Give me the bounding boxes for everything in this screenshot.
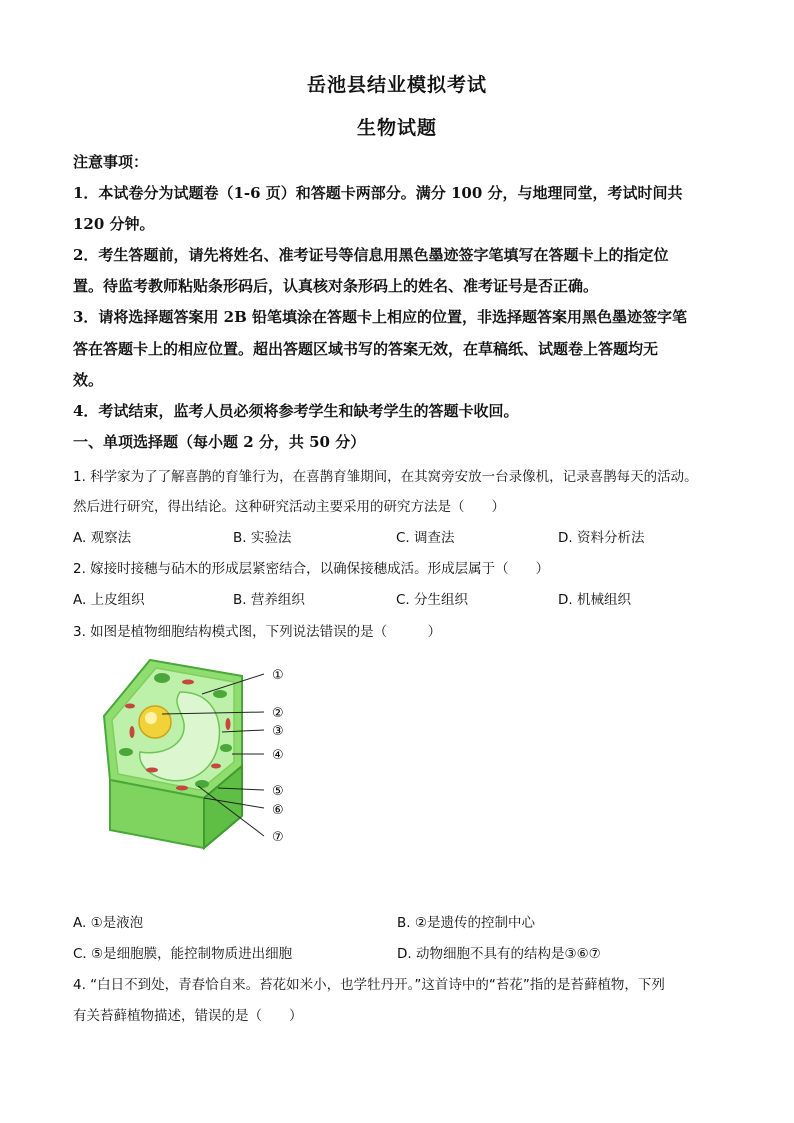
question-3-option-b: B. ②是遗传的控制中心 — [397, 915, 535, 931]
mitochondrion — [176, 786, 188, 791]
question-3-option-a: A. ①是液泡 — [73, 915, 144, 931]
figure-label-2: ② — [272, 706, 284, 721]
mitochondrion — [146, 768, 158, 773]
chloroplast — [154, 673, 170, 683]
exam-title: 岳池县结业模拟考试 — [306, 74, 487, 96]
question-2-option-a: A. 上皮组织 — [73, 592, 145, 608]
chloroplast — [195, 780, 209, 788]
subject-title: 生物试题 — [356, 117, 437, 139]
notice-item-3-line-3: 效。 — [73, 371, 104, 389]
question-1-line-1: 1. 科学家为了了解喜鹊的育雏行为，在喜鹊育雏期间，在其窝旁安放一台录像机，记录喜鹊每天的活动。 — [73, 469, 698, 485]
question-3-line-1: 3. 如图是植物细胞结构模式图，下列说法错误的是（ ） — [73, 624, 442, 640]
mitochondrion — [211, 764, 221, 769]
question-2-option-c: C. 分生组织 — [396, 592, 469, 608]
nucleolus — [145, 712, 157, 724]
question-1-option-b: B. 实验法 — [233, 530, 292, 546]
notice-item-4-line-1: 4．考试结束，监考人员必须将参考学生和缺考学生的答题卡收回。 — [73, 402, 519, 420]
chloroplast — [213, 690, 227, 698]
mitochondrion — [130, 726, 135, 738]
notice-item-3-line-2: 答在答题卡上的相应位置。超出答题区域书写的答案无效，在草稿纸、试题卷上答题均无 — [73, 340, 659, 358]
figure-label-4: ④ — [272, 748, 284, 763]
section-1-heading: 一、单项选择题（每小题 2 分，共 50 分） — [73, 433, 366, 451]
notice-item-2-line-2: 置。待监考教师粘贴条形码后，认真核对条形码上的姓名、准考证号是否正确。 — [73, 277, 599, 295]
question-1-line-2: 然后进行研究，得出结论。这种研究活动主要采用的研究方法是（ ） — [73, 499, 505, 515]
chloroplast — [119, 748, 133, 756]
question-1-option-c: C. 调查法 — [396, 530, 455, 546]
question-4-line-2: 有关苔藓植物描述，错误的是（ ） — [73, 1008, 303, 1024]
chloroplast — [220, 744, 232, 752]
figure-label-6: ⑥ — [272, 803, 284, 818]
mitochondrion — [125, 704, 135, 709]
notice-item-1-line-1: 1．本试卷分为试题卷（1-6 页）和答题卡两部分。满分 100 分，与地理同堂，考试时间共 — [73, 184, 683, 202]
notice-item-2-line-1: 2．考生答题前，请先将姓名、准考证号等信息用黑色墨迹签字笔填写在答题卡上的指定位 — [73, 246, 669, 264]
plant-cell-diagram — [92, 648, 302, 858]
notice-item-3-line-1: 3．请将选择题答案用 2B 铅笔填涂在答题卡上相应的位置，非选择题答案用黑色墨迹签字笔 — [73, 308, 688, 326]
figure-label-5: ⑤ — [272, 784, 284, 799]
figure-label-3: ③ — [272, 724, 284, 739]
notice-heading: 注意事项： — [73, 153, 149, 171]
question-1-option-a: A. 观察法 — [73, 530, 132, 546]
question-1-option-d: D. 资料分析法 — [558, 530, 645, 546]
mitochondrion — [182, 680, 194, 685]
mitochondrion — [226, 718, 231, 730]
question-4-line-1: 4. “白日不到处，青春恰自来。苔花如米小，也学牡丹开。”这首诗中的“苔花”指的是苔藓植物，下列 — [73, 977, 665, 993]
plant-cell-figure — [92, 648, 302, 862]
question-2-option-d: D. 机械组织 — [558, 592, 631, 608]
question-2-line-1: 2. 嫁接时接穗与砧木的形成层紧密结合，以确保接穗成活。形成层属于（ ） — [73, 561, 550, 577]
figure-label-7: ⑦ — [272, 830, 284, 845]
question-3-option-c: C. ⑤是细胞膜，能控制物质进出细胞 — [73, 946, 293, 962]
figure-label-1: ① — [272, 668, 284, 683]
question-3-option-d: D. 动物细胞不具有的结构是③⑥⑦ — [397, 946, 601, 962]
notice-item-1-line-2: 120 分钟。 — [73, 215, 155, 233]
question-2-option-b: B. 营养组织 — [233, 592, 305, 608]
